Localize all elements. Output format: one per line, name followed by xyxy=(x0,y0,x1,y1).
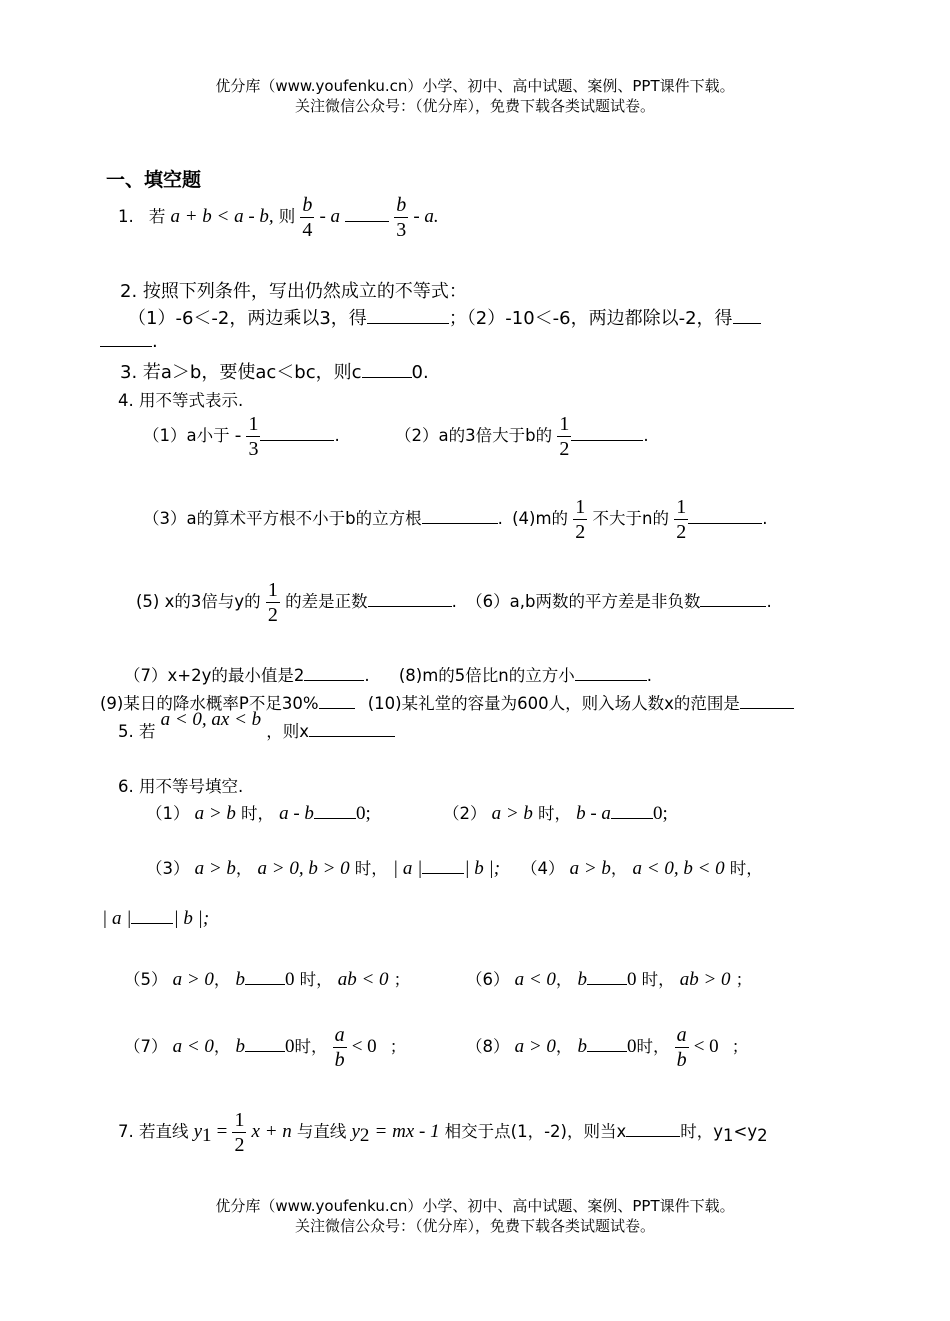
header-line-2: 关注微信公众号：（优分库），免费下载各类试题试卷。 xyxy=(294,97,655,115)
q4-part-1: （1）a小于 - $\frac{1}{3}$ . xyxy=(143,413,340,460)
q2-part-2: ；（2）-10＜-6，两边都除以-2，得 xyxy=(448,308,733,329)
q4-p1-blank[interactable] xyxy=(260,426,334,441)
q6-item-2: （2） a > b 时， b - a 0; xyxy=(443,803,668,824)
q1-then: 则 xyxy=(278,207,296,226)
q6-i3-blank[interactable] xyxy=(422,859,464,874)
q4-part-3-4: （3）a的算术平方根不小于b的立方根 . (4)m的 $\frac{1}{2}$ 不大于n的 $\frac{1}{2}$ . xyxy=(143,496,768,543)
q4-p6-blank[interactable] xyxy=(700,592,766,607)
q4-part-5-6: (5) x的3倍与y的 $\frac{1}{2}$ 的差是正数 . （6）a,b两数的平方差是非负数 . xyxy=(136,579,772,626)
q7-blank[interactable] xyxy=(626,1122,680,1137)
q1-number: 1. xyxy=(118,207,134,226)
q2-part-1: （1）-6＜-2，两边乘以3，得 xyxy=(128,308,367,329)
q6-i5-blank[interactable] xyxy=(245,970,285,985)
q4-p2-blank[interactable] xyxy=(571,426,643,441)
q6-item-6: （6） a < 0， b 0 时， ab > 0 ； xyxy=(466,969,753,990)
q4-p4-fraction-2: $\frac{1}{2}$ xyxy=(676,496,687,543)
question-1 xyxy=(118,193,439,242)
q6-i7-fraction: $\frac{a}{b}$ xyxy=(334,1024,345,1071)
q6-i8-fraction: $\frac{a}{b}$ xyxy=(676,1024,687,1071)
q2-line-3: . xyxy=(100,331,158,352)
q4-title: 4. 用不等式表示. xyxy=(118,391,244,410)
q5-condition: a < 0, ax < b xyxy=(160,709,262,730)
q6-item-8: （8） a > 0， b 0时， $\frac{a}{b}$ < 0 ； xyxy=(466,1024,749,1071)
q2-blank-1[interactable] xyxy=(367,309,449,324)
q6-item-4-cont: | a | | b |; xyxy=(102,908,210,929)
q1-fraction-2: $\frac{b}{3}$ xyxy=(396,194,407,241)
q4-p3-blank[interactable] xyxy=(422,509,498,524)
question-7: 7. 若直线 $y_1$ = $\frac{1}{2}$ x + n 与直线 $y_2$ = mx - 1 相交于点(1，-2)，则当x 时，$y_1<y_2$ xyxy=(118,1109,768,1156)
q6-i8-blank[interactable] xyxy=(587,1037,627,1052)
q4-p8-blank[interactable] xyxy=(575,666,647,681)
q1-minus-a: - a xyxy=(319,206,341,227)
q1-fraction-1: $\frac{b}{4}$ xyxy=(302,194,313,241)
q6-i2-blank[interactable] xyxy=(611,804,653,819)
q6-item-5: （5） a > 0， b 0 时， ab < 0 ； xyxy=(124,969,411,990)
footer-line-1: 优分库（www.youfenku.cn）小学、初中、高中试题、案例、PPT课件下载。 xyxy=(215,1197,735,1215)
q4-part-2: （2）a的3倍大于b的 $\frac{1}{2}$ . xyxy=(395,413,649,460)
q2-blank-2[interactable] xyxy=(733,309,761,324)
header-line-1: 优分库（www.youfenku.cn）小学、初中、高中试题、案例、PPT课件下载。 xyxy=(215,77,735,95)
q1-pre: 若 xyxy=(148,207,166,226)
q4-part-7-8: （7）x+2y的最小值是2 . (8)m的5倍比n的立方小 . xyxy=(124,666,653,685)
q6-item-7: （7） a < 0， b 0时， $\frac{a}{b}$ < 0 ； xyxy=(124,1024,407,1071)
footer-line-2: 关注微信公众号：（优分库），免费下载各类试题试卷。 xyxy=(294,1217,655,1235)
q4-part-9-10: (9)某日的降水概率P不足30% (10)某礼堂的容量为600人，则入场人数x的范围是 xyxy=(100,690,794,714)
q4-p5-fraction: $\frac{1}{2}$ xyxy=(267,579,278,626)
q3-post: 0. xyxy=(411,362,429,383)
question-3 xyxy=(120,358,429,384)
q1-condition: a + b < a - b, xyxy=(170,206,274,227)
q4-p9-blank[interactable] xyxy=(319,694,355,709)
q6-title: 6. 用不等号填空. xyxy=(118,777,244,796)
section-title: 一、填空题 xyxy=(106,169,202,191)
q3-pre: 3. 若a＞b，要使ac＜bc，则c xyxy=(120,362,362,383)
q6-item-1: （1） a > b 时， a - b 0; xyxy=(146,803,371,824)
q7-fraction: $\frac{1}{2}$ xyxy=(234,1109,245,1156)
q6-item-4: （4） a > b， a < 0, b < 0 时， xyxy=(521,858,763,879)
q4-p7-blank[interactable] xyxy=(304,666,364,681)
q2-line-2 xyxy=(128,304,761,330)
q3-blank[interactable] xyxy=(362,363,412,378)
q2-stem: 2. 按照下列条件，写出仍然成立的不等式： xyxy=(120,281,467,302)
q6-i6-blank[interactable] xyxy=(587,970,627,985)
q4-p2-fraction: $\frac{1}{2}$ xyxy=(559,413,570,460)
q1-tail: - a. xyxy=(413,206,439,227)
q4-p10-blank[interactable] xyxy=(740,694,794,709)
q4-p5-blank[interactable] xyxy=(368,592,452,607)
q2-blank-2-cont[interactable] xyxy=(100,332,152,347)
q6-i7-blank[interactable] xyxy=(245,1037,285,1052)
q6-item-3: （3） a > b， a > 0, b > 0 时， | a | | b |; xyxy=(146,858,501,879)
question-5: 5. 若 a < 0, ax < b ，则x xyxy=(118,718,395,743)
q6-i1-blank[interactable] xyxy=(314,804,356,819)
q6-i4-blank[interactable] xyxy=(131,909,173,924)
q4-p1-fraction: $\frac{1}{3}$ xyxy=(248,413,259,460)
q4-p4-blank[interactable] xyxy=(688,509,762,524)
q4-p4-fraction-1: $\frac{1}{2}$ xyxy=(575,496,586,543)
q1-answer-blank[interactable] xyxy=(345,207,389,222)
q5-blank[interactable] xyxy=(309,722,395,737)
